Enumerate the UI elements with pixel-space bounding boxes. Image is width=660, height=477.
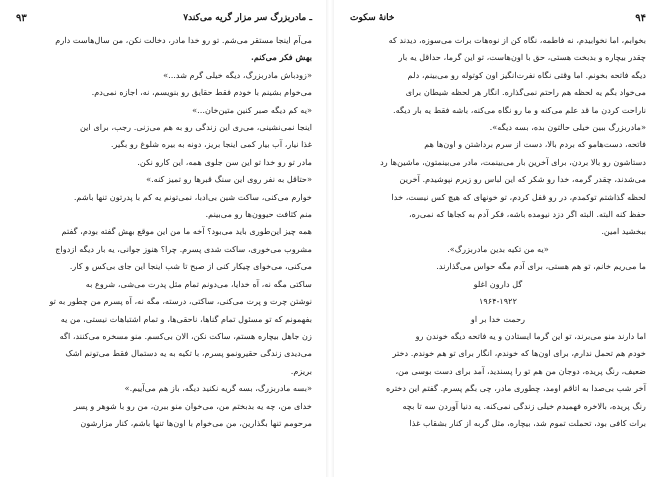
text-line: رحمت خدا بر او [470, 313, 526, 324]
text-line: «زودباش مادربزرگ، دیگه خیلی گرم شد...» [163, 69, 312, 80]
text-line: فاتحه، دست‌هامو که بردم بالا، دست از سرم برداشتن و اون‌ها هم [424, 139, 646, 150]
text-line: «حتاقل به نفر روی این سنگ قبرها رو تمیز کنه.» [146, 174, 312, 185]
right-page-number: ۹۴ [635, 12, 646, 24]
right-page-header [350, 8, 646, 28]
left-page [0, 0, 326, 477]
text-line: خودم هم تحمل ندارم، برای اون‌ها که خوندم، انگار برای تو هم خوندم. دختر [392, 348, 646, 359]
text-line: می‌کنی، می‌خوای چیکار کنی از صبح تا شب اینجا این جای بی‌کس و کار. [69, 261, 312, 272]
left-page-number: ۹۳ [16, 12, 27, 24]
text-line: ببخشید امین. [601, 226, 646, 237]
left-page-header [16, 8, 312, 28]
text-line: «یه کم دیگه صبر کنین متین‌خان...» [192, 104, 312, 115]
text-line: اما دارند منو می‌برند، تو این گرما ایستادن و یه فاتحه دیگه خوندن رو [415, 330, 646, 341]
text-line: ضعیف، رنگ پریده، دوجان من هم تو را پسندید، آمد برای دست بوسی من، [395, 365, 646, 376]
left-running-title: ۷ـ مادربزرگ سر مزار گریه می‌کند [183, 13, 312, 23]
text-line: می‌خواد بگم یه لحظه هم راحتم نمی‌گذاره. انگار هر لحظه شیطان برای [405, 87, 646, 98]
text-line: آخر شب بی‌صدا به اتاقم اومد، چطوری مادر، چی بگم پسرم. گفتم این دختره [386, 383, 646, 394]
text-line: بهش فکر می‌کنم. [250, 52, 312, 63]
text-line: غذا نیار، آب بیار کمی اینجا بریز، دونه به بیره شلوغ رو بگیر. [110, 139, 312, 150]
text-line: «مادربزرگ ببین خیلی حالتون بده، بسه دیگه». [489, 122, 646, 133]
text-line: حفظ کنه البته. البته اگر دزد نیومده باشه، فکر آدم به کجاها که نمی‌ره، [408, 209, 646, 220]
text-line: می‌شدند، چقدر گرمه، خدا رو شکر که این لباس رو زیرم نپوشیدم. آخرین [399, 174, 646, 185]
text-line: «یه من تکیه بدین مادربزرگ». [447, 243, 549, 254]
text-line: ۱۹۶۴-۱۹۲۲ [479, 296, 517, 307]
text-line: دیگه فاتحه بخونم. اما وقتی نگاه نفرت‌انگیز اون کوتوله رو می‌بینم، دلم [407, 69, 646, 80]
text-line: اینجا نمی‌نشینی، می‌ری این زندگی رو به هم می‌زنی. رجب، برای این [79, 122, 312, 133]
text-line: بریزم. [290, 365, 312, 376]
text-line: بخوابم، اما نخوابیدم، نه فاطمه، نگاه کن از نوه‌هات برات می‌سوزه، دیدند که [388, 35, 646, 45]
text-line: نوشتن چرت و پرت می‌کنی، ساکتی، درسته، مگه نه، آه پسرم من چطور به تو [49, 296, 312, 307]
text-line: چقدر بیچاره و بدبخت هستی، حق با اون‌هاست، تو این گرما، حداقل یه بار [398, 52, 646, 63]
text-line: بفهمونم که تو مسئول تمام گناها، ناحقی‌ها، و تمام اشتباهات نیستی، من یه [60, 313, 312, 324]
text-line: ما می‌ریم خانم، تو هم هستی، برای آدم مگه حواس می‌گذارند. [436, 261, 646, 272]
text-line: همه چیز این‌طوری باید می‌بود؟ آخه ما من این موقع بهش گفته بودم، گفتم [61, 226, 312, 237]
text-line: مرحومم تنها بگذارین، من می‌خوام با اون‌ها تنها باشم، کنار مزارشون [80, 417, 312, 428]
text-line: خوارم می‌کنی، ساکت شین بی‌ادبا، نمی‌تونم یه کم با پدرتون تنها باشم. [73, 191, 312, 202]
text-line: مشروب می‌خوری، ساکت شدی پسرم. چرا؟ هنوز جوانی، یه بار دیگه ازدواج [55, 243, 312, 254]
text-line: لحظه گذاشتم توکمدم، در رو قفل کردم، تو خونهای که هیچ کس نیست، خدا [391, 191, 646, 202]
book-gutter [326, 0, 334, 477]
text-line: «بسه مادربزرگ، بسه گریه نکنید دیگه، باز هم می‌آییم.» [124, 383, 312, 394]
text-line: مادر تو رو خدا تو این سن جلوی همه، این کارو نکن. [137, 156, 312, 167]
text-line: دستاشون رو بالا بردن، برای آخرین بار می‌بینمت، مادر می‌بینمتون، ماشین‌ها رد [380, 156, 646, 167]
text-line: می‌دیدی زندگی حقیرونمو پسرم، با تکیه به یه دستمال فقط می‌تونم اشک [65, 348, 312, 359]
text-line: خدای من، چه یه بدبختم من، می‌خوان منو ببرن، من رو با شوهر و پسر [73, 400, 312, 411]
text-line: ناراحت کردن ما قد علم می‌کنه و ما رو نگاه می‌کنه، باشه فقط یه بار دیگه. [393, 104, 646, 115]
text-line: گل دارون اغلو [473, 278, 523, 289]
text-line: رنگ پریده، بالاخره فهمیدم خیلی زندگی نمی‌کنه. یه دنیا آوردن سه تا بچه [402, 400, 646, 411]
text-line: می‌خوام بشینم با خودم فقط حقایق رو بنویسم، نه، اجازه نمی‌دم. [91, 87, 312, 98]
text-line: می‌آم اینجا مستقر می‌شم. تو رو خدا مادر، دخالت نکن، من سال‌هاست دارم [55, 35, 312, 45]
text-line: ساکتی مگه نه، آه خدایا، می‌دونم تمام مثل پدرت می‌شی، شروع به [85, 278, 312, 289]
text-line: برات کافی بود، تحملت تموم شد، بیچاره، مثل گربه از کنار بشقاب غذا [409, 417, 646, 428]
left-page-body [16, 32, 312, 432]
right-running-title: خانهٔ سکوت [350, 13, 395, 23]
text-line: زن جاهل بیچاره هستم، ساکت نکن، الان بی‌کسم. منو مسخره می‌کنند، اگه [59, 330, 312, 341]
right-page [334, 0, 660, 477]
text-line: منم کثافت حیوون‌ها رو می‌بینم. [205, 209, 312, 220]
right-page-body [350, 32, 646, 432]
